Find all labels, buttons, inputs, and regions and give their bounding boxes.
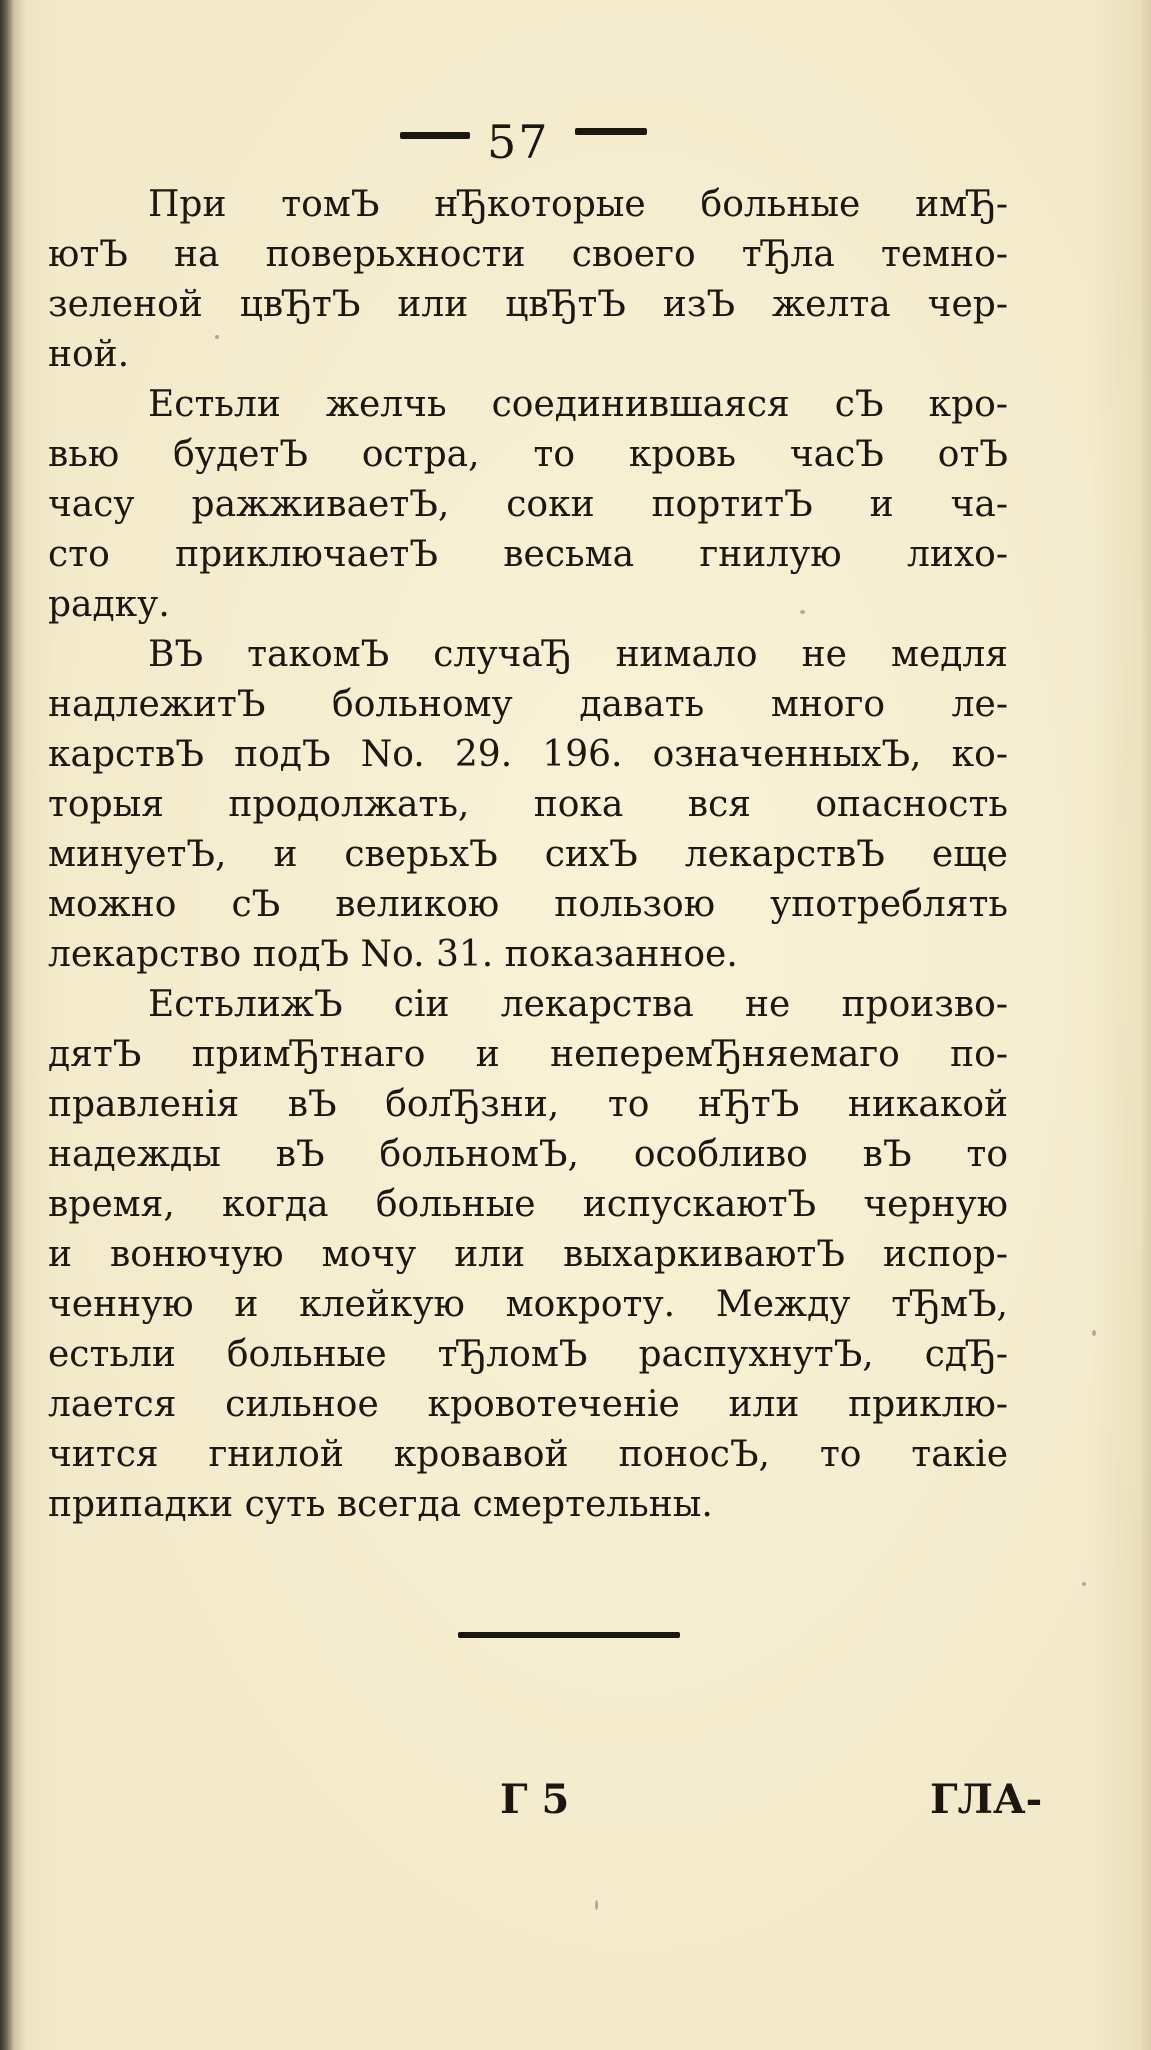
text-line: лается сильное кровотеченіе или приклю- — [48, 1384, 1008, 1425]
paper-speck — [595, 1900, 598, 1910]
paragraph-2 — [48, 380, 1008, 630]
text-line: При томЪ нЂкоторые больные имЂ- — [148, 184, 1008, 225]
paragraph-1 — [48, 180, 1008, 380]
text-line: ной. — [48, 334, 130, 375]
text-line: зеленой цвЂтЪ или цвЂтЪ изЪ желта чер- — [48, 284, 1008, 325]
page-header — [0, 112, 1151, 172]
text-line: можно сЪ великою пользою употреблять — [48, 884, 1008, 925]
paper-speck — [1082, 1582, 1086, 1586]
text-line: вью будетЪ остра, то кровь часЪ отЪ — [48, 434, 1008, 475]
text-line: ВЪ такомЪ случаЂ нимало не медля — [148, 634, 1008, 675]
end-rule — [458, 1632, 680, 1638]
text-line: правленія вЪ болЂзни, то нЂтЪ никакой — [48, 1084, 1008, 1125]
text-line: и вонючую мочу или выхаркиваютЪ испор- — [48, 1234, 1008, 1275]
text-line: торыя продолжать, пока вся опасность — [48, 784, 1008, 825]
text-line: чится гнилой кровавой поносЪ, то такіе — [48, 1434, 1008, 1475]
text-line: ченную и клейкую мокроту. Между тЂмЪ, — [48, 1284, 1008, 1325]
header-rule-right — [575, 128, 647, 135]
text-line: надлежитЪ больному давать много ле- — [48, 684, 1008, 725]
text-line: лекарство подЪ No. 31. показанное. — [48, 934, 738, 975]
text-line: время, когда больные испускаютЪ черную — [48, 1184, 1008, 1225]
body-text — [48, 180, 1008, 1530]
text-line: Естьли желчь соединившаяся сЪ кро- — [148, 384, 1008, 425]
text-line: минуетЪ, и сверьхЪ сихЪ лекарствЪ еще — [48, 834, 1008, 875]
text-line: ютЪ на поверьхности своего тЂла темно- — [48, 234, 1008, 275]
paragraph-4 — [48, 980, 1008, 1530]
paper-speck — [800, 610, 805, 614]
header-rule-left — [400, 132, 470, 139]
signature-mark: Г 5 — [500, 1776, 570, 1823]
text-line: сто приключаетЪ весьма гнилую лихо- — [48, 534, 1008, 575]
paper-speck — [1092, 1330, 1096, 1336]
catchword: ГЛА- — [930, 1776, 1043, 1823]
paper-speck — [215, 335, 219, 339]
text-line: радку. — [48, 584, 170, 625]
page-number: 57 — [487, 115, 550, 169]
text-line: карствЪ подЪ No. 29. 196. означенныхЪ, ко- — [48, 734, 1008, 775]
text-line: дятЪ примЂтнаго и неперемЂняемаго по- — [48, 1034, 1008, 1075]
text-line: надежды вЪ больномЪ, особливо вЪ то — [48, 1134, 1008, 1175]
text-line: часу ражживаетЪ, соки портитЪ и ча- — [48, 484, 1008, 525]
paragraph-3 — [48, 630, 1008, 980]
text-line: естьли больные тЂломЪ распухнутЪ, сдЂ- — [48, 1334, 1008, 1375]
text-line: припадки суть всегда смертельны. — [48, 1484, 713, 1525]
text-line: ЕстьлижЪ сіи лекарства не произво- — [148, 984, 1008, 1025]
